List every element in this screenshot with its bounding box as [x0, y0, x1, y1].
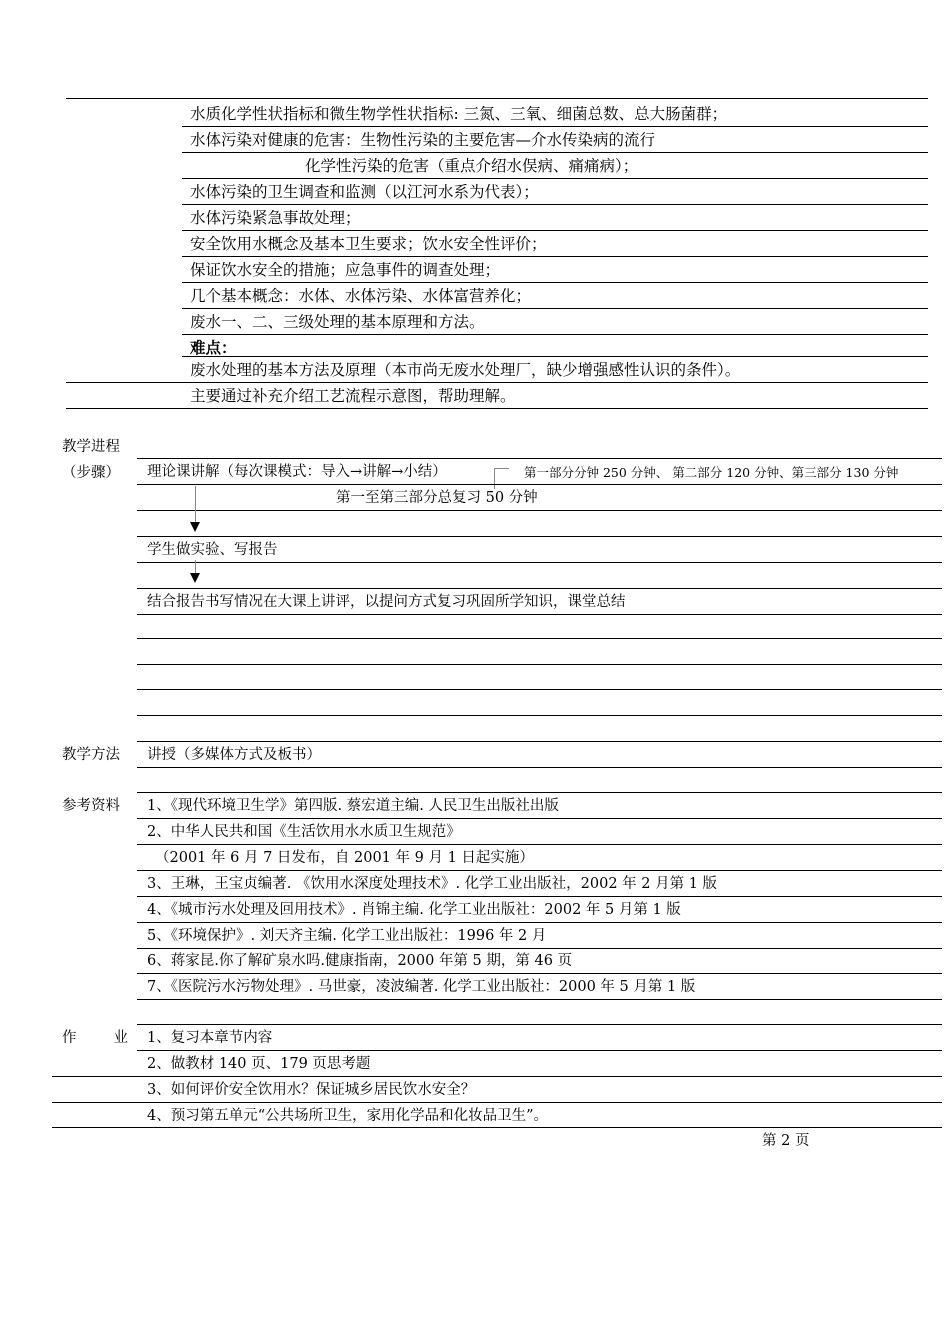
row-rule — [182, 230, 928, 231]
row-rule — [182, 356, 928, 357]
row-rule — [137, 973, 942, 974]
row-rule — [137, 689, 942, 690]
row-rule — [137, 536, 942, 537]
row-rule — [182, 334, 928, 335]
row-rule — [137, 948, 942, 949]
homework-item: 3、如何评价安全饮用水？保证城乡居民饮水安全？ — [147, 1082, 476, 1098]
references-label: 参考资料 — [62, 798, 120, 814]
row-rule — [137, 1024, 942, 1025]
brace-connector — [494, 468, 509, 489]
row-rule — [137, 715, 942, 716]
reference-item: 5、《环境保护》. 刘天齐主编. 化学工业出版社：1996 年 2 月 — [147, 928, 547, 944]
homework-item: 2、做教材 140 页、179 页思考题 — [147, 1056, 371, 1072]
row-rule — [137, 767, 942, 768]
row-rule — [137, 588, 942, 589]
method-label: 教学方法 — [62, 747, 120, 763]
row-rule — [137, 510, 942, 511]
row-rule — [182, 126, 928, 127]
row-rule — [137, 896, 942, 897]
content-line: 水质化学性状指标和微生物学性状指标: 三氮、三氧、细菌总数、总大肠菌群； — [190, 105, 728, 123]
reference-item: 4、《城市污水处理及回用技术》. 肖锦主编. 化学工业出版社：2002 年 5 月第 1 版 — [147, 902, 681, 918]
reference-item: 3、王琳，王宝贞编著. 《饮用水深度处理技术》. 化学工业出版社，2002 年 2 月第 1 版 — [147, 876, 718, 892]
row-rule — [182, 308, 928, 309]
reference-item: 6、蒋家昆.你了解矿泉水吗.健康指南，2000 年第 5 期，第 46 页 — [147, 953, 573, 969]
content-line: 水体污染的卫生调查和监测（以江河水系为代表）； — [190, 183, 539, 201]
row-rule — [137, 818, 942, 819]
content-line: 废水一、二、三级处理的基本原理和方法。 — [190, 313, 485, 331]
progress-label: 教学进程 — [62, 439, 120, 455]
homework-item: 4、预习第五单元“公共场所卫生，家用化学品和化妆品卫生”。 — [147, 1108, 549, 1124]
step-lecture: 理论课讲解（每次课模式：导入→讲解→小结） — [147, 464, 447, 480]
row-rule — [137, 870, 942, 871]
row-rule — [137, 484, 942, 485]
reference-item: （2001 年 6 月 7 日发布，自 2001 年 9 月 1 日起实施） — [155, 850, 534, 866]
content-line: 保证饮水安全的措施；应急事件的调查处理； — [190, 261, 501, 279]
down-arrow-icon — [190, 522, 200, 532]
step-lecture-note: 第一部分分钟 250 分钟、 第二部分 120 分钟、第三部分 130 分钟 — [524, 465, 899, 480]
reference-item: 1、《现代环境卫生学》第四版. 蔡宏道主编. 人民卫生出版社出版 — [147, 798, 559, 814]
flow-line — [195, 560, 196, 573]
content-line: 水体污染紧急事故处理； — [190, 209, 361, 227]
row-rule — [137, 1050, 942, 1051]
homework-label-char: 业 — [113, 1030, 128, 1046]
row-rule — [137, 999, 942, 1000]
row-rule — [182, 204, 928, 205]
row-rule — [182, 282, 928, 283]
row-rule — [137, 792, 942, 793]
row-rule — [137, 614, 942, 615]
top-rule — [66, 98, 928, 99]
row-rule — [182, 178, 928, 179]
flow-line — [195, 486, 196, 522]
reference-item: 2、中华人民共和国《生活饮用水水质卫生规范》 — [147, 824, 461, 840]
page-number: 第 2 页 — [762, 1133, 810, 1149]
row-rule — [137, 562, 942, 563]
homework-label — [62, 1028, 128, 1048]
step-experiment: 学生做实验、写报告 — [147, 542, 278, 558]
step-review: 第一至第三部分总复习 50 分钟 — [336, 490, 538, 506]
row-rule — [137, 844, 942, 845]
content-line: 水体污染对健康的危害：生物性污染的主要危害—介水传染病的流行 — [190, 131, 656, 149]
difficulty-line: 主要通过补充介绍工艺流程示意图，帮助理解。 — [190, 387, 516, 405]
difficulty-label: 难点： — [190, 338, 237, 357]
row-rule — [182, 152, 928, 153]
content-line: 化学性污染的危害（重点介绍水俣病、痛痛病）； — [305, 157, 639, 175]
down-arrow-icon — [190, 573, 200, 583]
homework-label-char: 作 — [62, 1030, 77, 1046]
step-summary: 结合报告书写情况在大课上讲评，以提问方式复习巩固所学知识，课堂总结 — [147, 594, 626, 610]
difficulty-line: 废水处理的基本方法及原理（本市尚无废水处理厂，缺少增强感性认识的条件）。 — [190, 361, 741, 379]
content-line: 几个基本概念：水体、水体污染、水体富营养化； — [190, 287, 532, 305]
row-rule — [137, 638, 942, 639]
row-rule — [137, 741, 942, 742]
row-rule — [182, 256, 928, 257]
progress-label-sub: （步骤） — [62, 465, 120, 481]
row-rule — [66, 382, 928, 383]
row-rule — [52, 1127, 942, 1128]
content-line: 安全饮用水概念及基本卫生要求；饮水安全性评价； — [190, 235, 547, 253]
row-rule — [137, 458, 942, 459]
homework-item: 1、复习本章节内容 — [147, 1030, 273, 1046]
row-rule — [66, 408, 928, 409]
reference-item: 7、《医院污水污物处理》. 马世豪，凌波编著. 化学工业出版社：2000 年 5 月第 1 版 — [147, 979, 696, 995]
row-rule — [137, 922, 942, 923]
row-rule — [137, 664, 942, 665]
method-text: 讲授（多媒体方式及板书） — [147, 747, 321, 763]
row-rule — [52, 1102, 942, 1103]
row-rule — [52, 1076, 942, 1077]
